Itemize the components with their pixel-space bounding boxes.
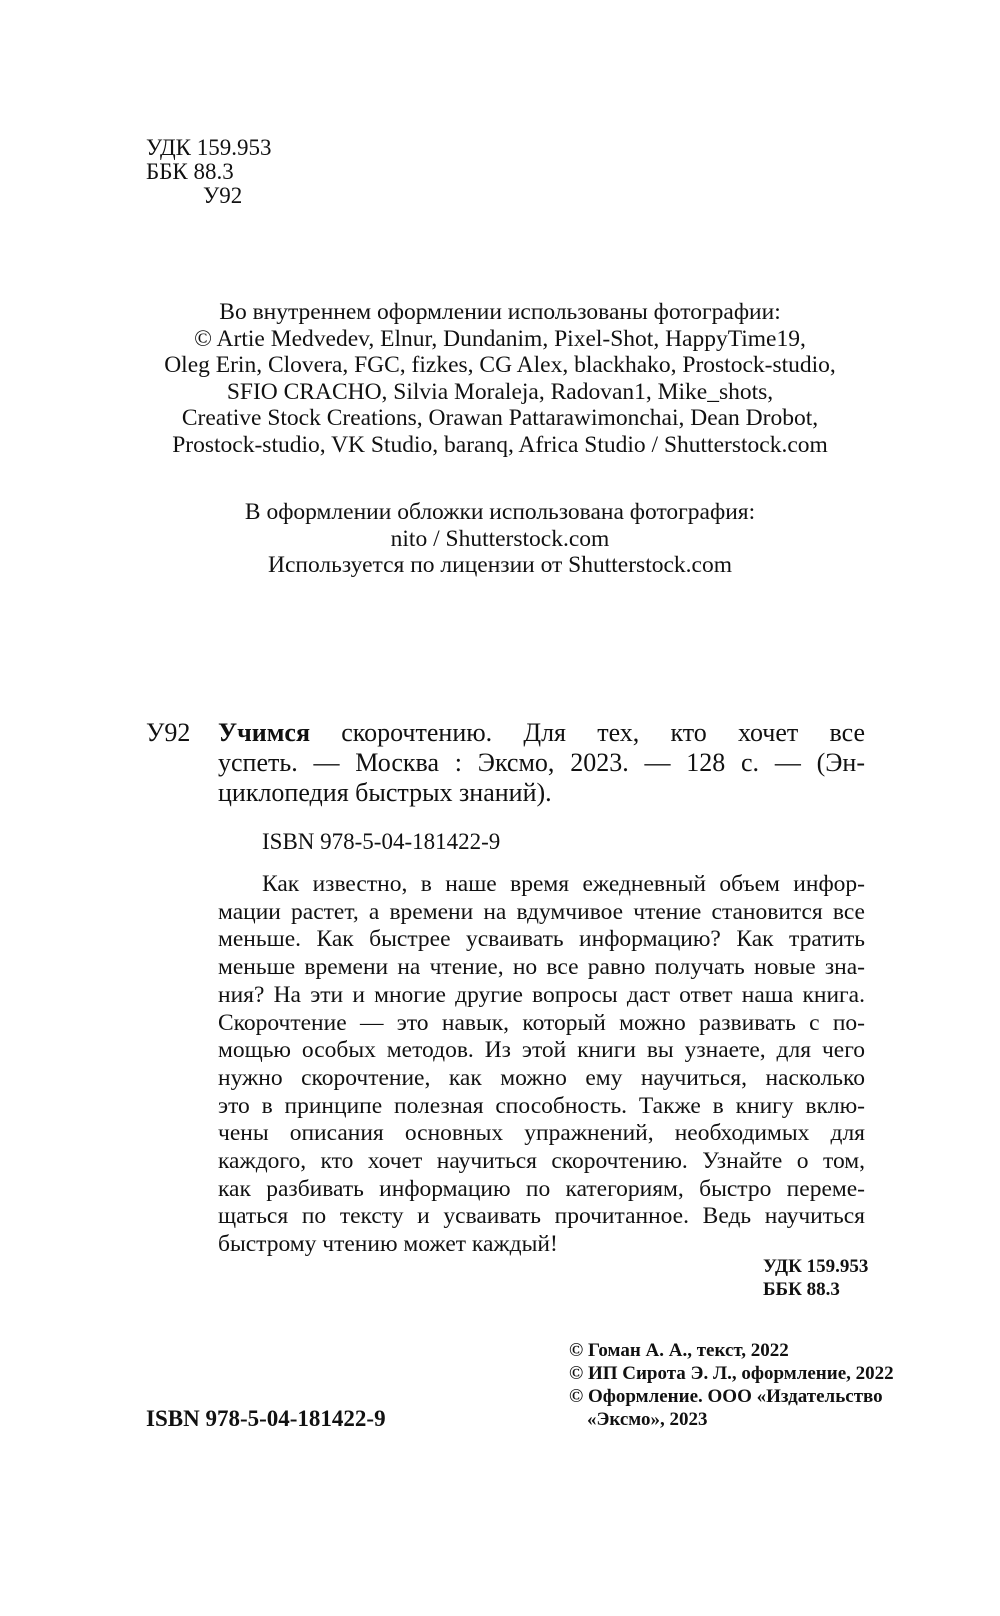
annotation [218,871,865,1259]
annotation-line: щаться по тексту и усваивать прочитанное. Ведь научиться [218,1203,865,1230]
copyright-line: «Эксмо», 2023 [587,1409,708,1430]
annotation-line: чены описания основных упражнений, необходимых для [218,1120,865,1147]
footer-bbk: ББК 88.3 [763,1279,840,1300]
credit-line: Creative Stock Creations, Orawan Pattarawimonchai, Dean Drobot, [181,405,819,431]
udk-code: УДК 159.953 [146,135,272,160]
credit-line: Во внутреннем оформлении использованы фотографии: [219,299,781,325]
annotation-line: меньше времени на чтение, но все равно получать новые зна- [218,954,865,981]
catalog-entry [218,718,865,808]
catalog-isbn: ISBN 978-5-04-181422-9 [262,829,501,854]
annotation-line: это в принципе полезная способность. Также в книгу вклю- [218,1092,865,1119]
annotation-line: быстрому чтению может каждый! [218,1231,558,1258]
annotation-line: нужно скорочтение, как можно ему научиться, насколько [218,1064,865,1091]
annotation-line: меньше. Как быстрее усваивать информацию? Как тратить [218,926,865,953]
credit-line: Oleg Erin, Clovera, FGC, fizkes, CG Alex, blackhako, Prostock-studio, [164,352,836,378]
cover-credits [100,499,900,579]
isbn-bottom: ISBN 978-5-04-181422-9 [146,1406,386,1431]
annotation-line: каждого, кто хочет научиться скорочтению. Узнайте о том, [218,1148,865,1175]
catalog-mark: У92 [146,718,191,747]
annotation-line: ния? На эти и многие другие вопросы даст ответ наша книга. [218,981,865,1008]
annotation-line: мощью особых методов. Из этой книги вы узнаете, для чего [218,1037,865,1064]
cover-credit-line: В оформлении обложки использована фотография: [244,499,756,525]
footer-udk: УДК 159.953 [763,1256,869,1277]
annotation-line: Как известно, в наше время ежедневный объем инфор- [262,871,865,897]
credit-line: Prostock-studio, VK Studio, baranq, Africa Studio / Shutterstock.com [172,431,828,458]
cover-credit-line: nito / Shutterstock.com [390,525,610,552]
catalog-line: циклопедия быстрых знаний). [218,778,552,807]
cover-credit-line: Используется по лицензии от Shutterstock.com [268,552,732,578]
copyright-block [569,1339,894,1431]
copyright-line: © Гоман А. А., текст, 2022 [569,1340,789,1361]
bbk-code: ББК 88.3 [146,159,234,184]
annotation-line: мации растет, а времени на вдумчивое чтение становится все [218,898,865,925]
copyright-line: © Оформление. ООО «Издательство [569,1386,883,1407]
footer-codes [763,1255,868,1301]
catalog-line [218,718,865,748]
author-mark: У92 [203,183,243,208]
annotation-line: как разбивать информацию по категориям, быстро переме- [218,1175,865,1202]
annotation-line: Скорочтение — это навык, который можно развивать с по- [218,1009,865,1036]
copyright-line: © ИП Сирота Э. Л., оформление, 2022 [569,1363,894,1384]
catalog-line: успеть. — Москва : Эксмо, 2023. — 128 с. — (Эн- [218,748,865,777]
credit-line: SFIO CRACHO, Silvia Moraleja, Radovan1, Mike_shots, [226,378,774,405]
classification-codes [146,136,272,208]
credit-line: © Artie Medvedev, Elnur, Dundanim, Pixel-Shot, HappyTime19, [194,325,806,352]
catalog-title-rest: скорочтению. Для тех, кто хочет все [341,718,865,747]
catalog-title: Учимся [218,718,311,747]
photo-credits [100,299,900,458]
